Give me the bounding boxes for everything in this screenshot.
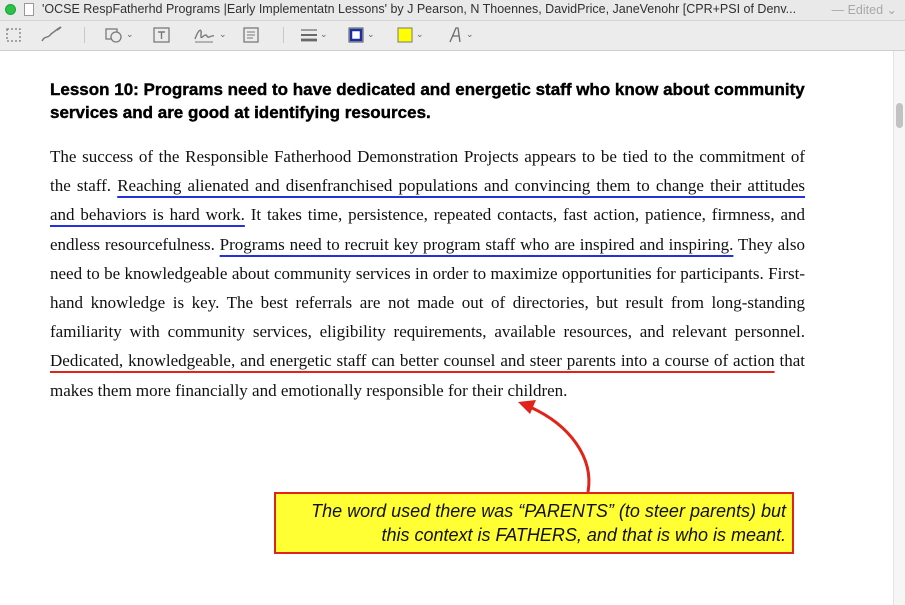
chevron-down-icon: ⌄	[126, 30, 134, 40]
paragraph-text: The success of the Responsible Fatherhood Demonstration Projects appears to be tied to the commitment of the staff.	[50, 147, 805, 196]
blue-underlined-text: Reaching alienated and disenfranchised populations and convincing them to change their attitudes and behaviors is hard work.	[50, 176, 806, 225]
paragraph-text: It takes time, persistence, repeated contacts, fast action, patience, firmness, and endless resourcefulness.	[50, 205, 805, 254]
paragraph-text: that makes them more financially and emotionally responsible for their children.	[50, 351, 805, 400]
sign-icon	[193, 26, 217, 44]
selection-icon	[5, 26, 23, 44]
scrollbar-thumb[interactable]	[896, 103, 903, 128]
chevron-down-icon: ⌄	[466, 30, 474, 40]
body-paragraph	[50, 142, 805, 405]
text-style-icon	[446, 26, 464, 44]
window-close-button[interactable]	[5, 4, 16, 15]
line-style-icon	[300, 26, 318, 44]
sketch-icon	[40, 26, 64, 44]
document-proxy-icon[interactable]	[24, 3, 34, 16]
note-tool[interactable]	[242, 25, 260, 45]
blue-underlined-text: Programs need to recruit key program staff who are inspired and inspiring.	[219, 234, 734, 254]
window-title: 'OCSE RespFatherhd Programs |Early Implementatn Lessons' by J Pearson, N Thoennes, DavidPrice, JaneVenohr [CPR+PSI of Denv...	[42, 2, 797, 16]
edited-status-menu[interactable]: — Edited ⌄	[831, 3, 897, 17]
chevron-down-icon: ⌄	[416, 30, 424, 40]
shapes-menu[interactable]	[104, 25, 134, 45]
chevron-down-icon: ⌄	[367, 30, 375, 40]
markup-toolbar	[0, 21, 905, 51]
title-bar	[0, 0, 905, 21]
sign-menu[interactable]	[193, 25, 227, 45]
selection-tool[interactable]	[5, 25, 23, 45]
text-style-menu[interactable]	[446, 25, 474, 45]
paragraph-text: They also need to be knowledgeable about community services in order to maximize opportunities for participants. First-hand knowledge is key. The best referrals are not made out of directories, but result from long-standing familiarity with community services, eligibility requirements, available resources, and relevant personnel.	[50, 234, 805, 342]
callout-note[interactable]	[274, 492, 794, 554]
shapes-icon	[104, 26, 124, 44]
sketch-tool[interactable]	[40, 25, 64, 45]
border-color-icon	[347, 26, 365, 44]
line-style-menu[interactable]	[300, 25, 328, 45]
callout-line-1: The word used there was “PARENTS” (to steer parents) but	[311, 501, 786, 521]
fill-color-menu[interactable]	[396, 25, 424, 45]
border-color-menu[interactable]	[347, 25, 375, 45]
fill-color-icon	[396, 26, 414, 44]
callout-line-2: this context is FATHERS, and that is who is meant.	[381, 525, 786, 545]
chevron-down-icon: ⌄	[219, 30, 227, 40]
chevron-down-icon: ⌄	[320, 30, 328, 40]
text-box-tool[interactable]	[152, 25, 172, 45]
note-icon	[242, 26, 260, 44]
red-underlined-text: Dedicated, knowledgeable, and energetic staff can better counsel and steer parents into a course of action	[50, 351, 775, 371]
vertical-scrollbar[interactable]	[893, 51, 905, 605]
lesson-heading: Lesson 10: Programs need to have dedicated and energetic staff who know about community services and are good at identifying resources.	[50, 80, 805, 122]
text-box-icon	[152, 26, 172, 44]
